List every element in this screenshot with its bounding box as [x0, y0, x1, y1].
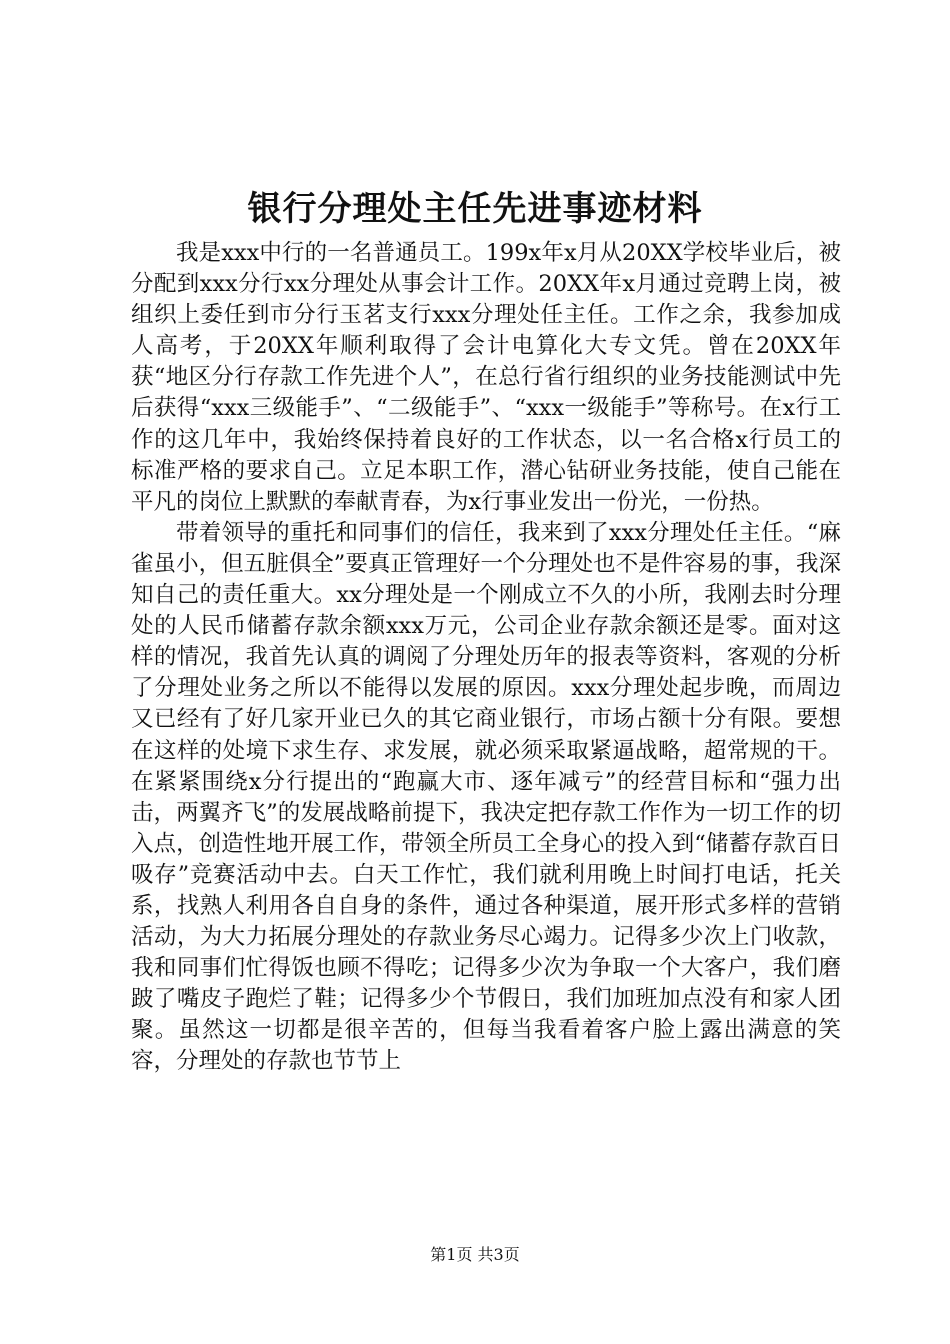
document-title: 银行分理处主任先进事迹材料	[247, 189, 703, 229]
paragraph-1: 我是xxx中行的一名普通员工。199x年x月从20XX学校毕业后，被分配到xxx分行xx分理处从事会计工作。20XX年x月通过竞聘上岗，被组织上委任到市分行玉茗支行xxx分理处任主任。工作之余，我参加成人高考，于20XX年顺利取得了会计电算化大专文凭。曾在20XX年获“地区分行存款工作先进个人”，在总行省行组织的业务技能测试中先后获得“xxx三级能手”、“二级能手”、“xxx一级能手”等称号。在x行工作的这几年中，我始终保持着良好的工作状态，以一名合格x行员工的标准严格的要求自己。立足本职工作，潜心钻研业务技能，使自己能在平凡的岗位上默默的奉献青春，为x行事业发出一份光，一份热。	[131, 240, 841, 515]
document-body	[131, 238, 841, 1078]
page-number: 第1页 共3页	[430, 1245, 520, 1264]
paragraph-2: 带着领导的重托和同事们的信任，我来到了xxx分理处任主任。“麻雀虽小，但五脏俱全”要真正管理好一个分理处也不是件容易的事，我深知自己的责任重大。xx分理处是一个刚成立不久的小所，我刚去时分理处的人民币储蓄存款余额xxx万元，公司企业存款余额还是零。面对这样的情况，我首先认真的调阅了分理处历年的报表等资料，客观的分析了分理处业务之所以不能得以发展的原因。xxx分理处起步晚，而周边又已经有了好几家开业已久的其它商业银行，市场占额十分有限。要想在这样的处境下求生存、求发展，就必须采取紧逼战略，超常规的干。在紧紧围绕x分行提出的“跑赢大市、逐年减亏”的经营目标和“强力出击，两翼齐飞”的发展战略前提下，我决定把存款工作作为一切工作的切入点，创造性地开展工作，带领全所员工全身心的投入到“储蓄存款百日吸存”竞赛活动中去。白天工作忙，我们就利用晚上时间打电话，托关系，找熟人利用各自自身的条件，通过各种渠道，展开形式多样的营销活动，为大力拓展分理处的存款业务尽心竭力。记得多少次上门收款，我和同事们忙得饭也顾不得吃；记得多少次为争取一个大客户，我们磨跛了嘴皮子跑烂了鞋；记得多少个节假日，我们加班加点没有和家人团聚。虽然这一切都是很辛苦的，但每当我看着客户脸上露出满意的笑容，分理处的存款也节节上	[131, 519, 841, 1075]
